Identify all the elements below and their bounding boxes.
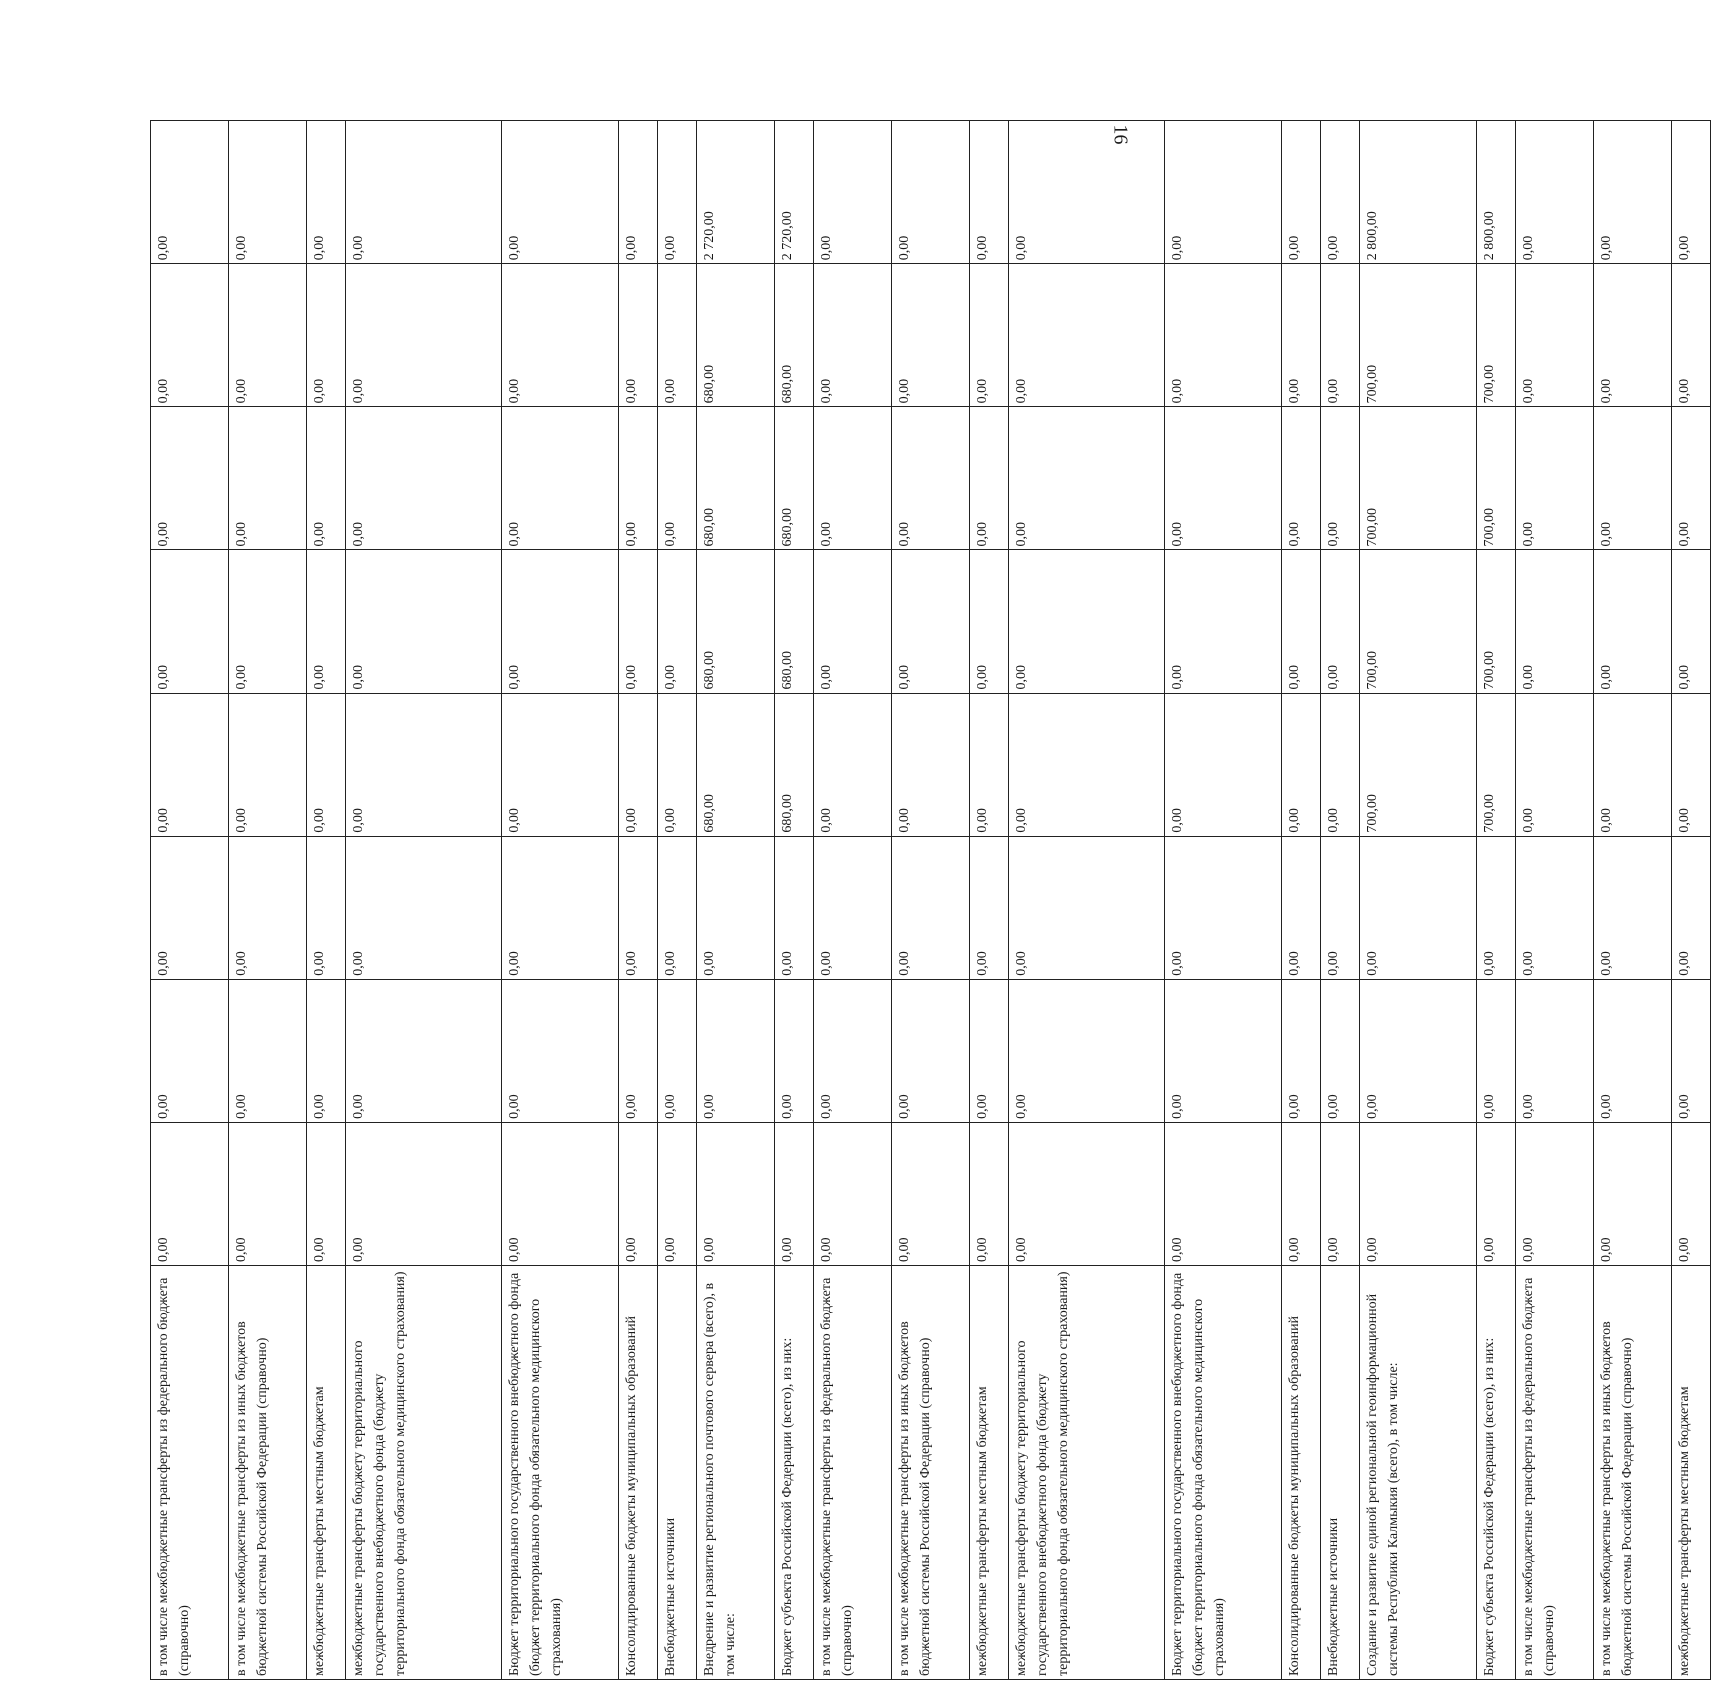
value-cell: 0,00: [1009, 264, 1165, 407]
row-label: Консолидированные бюджеты муниципальных образований: [1282, 1265, 1321, 1679]
value-cell: 0,00: [1672, 264, 1711, 407]
value-cell: 0,00: [346, 836, 502, 979]
value-cell: 0,00: [1516, 550, 1594, 693]
value-cell: 0,00: [307, 836, 346, 979]
value-cell: 0,00: [970, 979, 1009, 1122]
value-cell: 0,00: [697, 1122, 775, 1265]
value-cell: 0,00: [1516, 121, 1594, 264]
value-cell: 0,00: [1477, 979, 1516, 1122]
value-cell: 0,00: [307, 550, 346, 693]
value-cell: 700,00: [1360, 407, 1477, 550]
value-cell: 0,00: [1672, 121, 1711, 264]
value-cell: 0,00: [1282, 407, 1321, 550]
value-cell: 0,00: [775, 1122, 814, 1265]
value-cell: 680,00: [697, 264, 775, 407]
table-row: [151, 121, 229, 1680]
value-cell: 0,00: [1594, 550, 1672, 693]
value-cell: 0,00: [1516, 264, 1594, 407]
value-cell: 0,00: [1672, 979, 1711, 1122]
value-cell: 0,00: [502, 264, 619, 407]
value-cell: 0,00: [1516, 836, 1594, 979]
value-cell: 0,00: [1321, 121, 1360, 264]
value-cell: 0,00: [1321, 264, 1360, 407]
value-cell: 0,00: [1594, 407, 1672, 550]
value-cell: 0,00: [229, 121, 307, 264]
value-cell: 0,00: [1594, 121, 1672, 264]
value-cell: 0,00: [151, 693, 229, 836]
value-cell: 0,00: [1009, 407, 1165, 550]
value-cell: 0,00: [502, 550, 619, 693]
table-row: [1321, 121, 1360, 1680]
value-cell: 680,00: [697, 550, 775, 693]
value-cell: 0,00: [1009, 121, 1165, 264]
value-cell: 0,00: [1321, 693, 1360, 836]
value-cell: 0,00: [229, 407, 307, 550]
value-cell: 0,00: [151, 979, 229, 1122]
table-row: [814, 121, 892, 1680]
value-cell: 0,00: [346, 121, 502, 264]
value-cell: 700,00: [1477, 693, 1516, 836]
row-label: в том числе межбюджетные трансферты из федерального бюджета (справочно): [1516, 1265, 1594, 1679]
value-cell: 0,00: [1594, 836, 1672, 979]
value-cell: 0,00: [1516, 693, 1594, 836]
value-cell: 0,00: [1672, 1122, 1711, 1265]
value-cell: 0,00: [1321, 979, 1360, 1122]
value-cell: 0,00: [229, 1122, 307, 1265]
value-cell: 0,00: [1594, 979, 1672, 1122]
value-cell: 0,00: [1009, 550, 1165, 693]
value-cell: 2 720,00: [775, 121, 814, 264]
value-cell: 0,00: [658, 979, 697, 1122]
value-cell: 0,00: [1477, 836, 1516, 979]
value-cell: 0,00: [970, 264, 1009, 407]
value-cell: 680,00: [775, 693, 814, 836]
table-row: [1165, 121, 1282, 1680]
value-cell: 0,00: [970, 836, 1009, 979]
value-cell: 0,00: [1165, 264, 1282, 407]
value-cell: 0,00: [346, 979, 502, 1122]
value-cell: 680,00: [697, 407, 775, 550]
value-cell: 0,00: [151, 550, 229, 693]
value-cell: 0,00: [1009, 693, 1165, 836]
value-cell: 0,00: [307, 693, 346, 836]
value-cell: 0,00: [892, 121, 970, 264]
row-label: Создание и развитие единой региональной геоинформационной системы Республики Калмыкия (всего), в том числе:: [1360, 1265, 1477, 1679]
page-number: 16: [1109, 124, 1132, 145]
value-cell: 680,00: [697, 693, 775, 836]
value-cell: 0,00: [814, 979, 892, 1122]
value-cell: 0,00: [970, 550, 1009, 693]
value-cell: 0,00: [1672, 407, 1711, 550]
table-row: [1594, 121, 1672, 1680]
value-cell: 0,00: [658, 1122, 697, 1265]
value-cell: 0,00: [892, 1122, 970, 1265]
row-label: межбюджетные трансферты местным бюджетам: [1672, 1265, 1711, 1679]
row-label: межбюджетные трансферты местным бюджетам: [307, 1265, 346, 1679]
value-cell: 0,00: [502, 121, 619, 264]
row-label: межбюджетные трансферты местным бюджетам: [970, 1265, 1009, 1679]
value-cell: 0,00: [814, 693, 892, 836]
value-cell: 0,00: [1516, 979, 1594, 1122]
value-cell: 0,00: [619, 1122, 658, 1265]
value-cell: 0,00: [229, 550, 307, 693]
value-cell: 0,00: [346, 693, 502, 836]
row-label: Внедрение и развитие регионального почтового сервера (всего), в том числе:: [697, 1265, 775, 1679]
value-cell: 0,00: [1009, 979, 1165, 1122]
value-cell: 0,00: [814, 836, 892, 979]
row-label: Внебюджетные источники: [658, 1265, 697, 1679]
value-cell: 0,00: [1360, 1122, 1477, 1265]
value-cell: 0,00: [1165, 1122, 1282, 1265]
value-cell: 0,00: [1360, 836, 1477, 979]
value-cell: 680,00: [775, 264, 814, 407]
row-label: межбюджетные трансферты бюджету территориального государственного внебюджетного фонда (бюджету территориального фонда обязательного медицинского страхования): [1009, 1265, 1165, 1679]
table-row: [1282, 121, 1321, 1680]
value-cell: 0,00: [1165, 836, 1282, 979]
value-cell: 0,00: [775, 836, 814, 979]
value-cell: 2 800,00: [1477, 121, 1516, 264]
value-cell: 2 720,00: [697, 121, 775, 264]
value-cell: 700,00: [1360, 550, 1477, 693]
value-cell: 700,00: [1360, 264, 1477, 407]
row-label: Бюджет субъекта Российской Федерации (всего), из них:: [1477, 1265, 1516, 1679]
value-cell: 0,00: [1282, 1122, 1321, 1265]
row-label: Внебюджетные источники: [1321, 1265, 1360, 1679]
value-cell: 700,00: [1360, 693, 1477, 836]
value-cell: 0,00: [1282, 121, 1321, 264]
value-cell: 0,00: [1594, 693, 1672, 836]
row-label: в том числе межбюджетные трансферты из иных бюджетов бюджетной системы Российской Федерации (справочно): [1594, 1265, 1672, 1679]
value-cell: 0,00: [892, 693, 970, 836]
value-cell: 0,00: [814, 1122, 892, 1265]
value-cell: 0,00: [1165, 979, 1282, 1122]
row-label: межбюджетные трансферты бюджету территориального государственного внебюджетного фонда (бюджету территориального фонда обязательного медицинского страхования): [346, 1265, 502, 1679]
value-cell: 0,00: [619, 550, 658, 693]
value-cell: 0,00: [307, 979, 346, 1122]
value-cell: 0,00: [307, 1122, 346, 1265]
value-cell: 0,00: [502, 693, 619, 836]
value-cell: 0,00: [1594, 264, 1672, 407]
value-cell: 680,00: [775, 407, 814, 550]
value-cell: 0,00: [1360, 979, 1477, 1122]
value-cell: 0,00: [892, 550, 970, 693]
value-cell: 0,00: [307, 407, 346, 550]
value-cell: 0,00: [892, 979, 970, 1122]
value-cell: 0,00: [346, 407, 502, 550]
value-cell: 0,00: [151, 836, 229, 979]
table-body: [151, 121, 1711, 1680]
value-cell: 0,00: [658, 121, 697, 264]
value-cell: 0,00: [1516, 1122, 1594, 1265]
table-row: [502, 121, 619, 1680]
value-cell: 0,00: [307, 121, 346, 264]
value-cell: 700,00: [1477, 407, 1516, 550]
value-cell: 0,00: [502, 407, 619, 550]
value-cell: 700,00: [1477, 264, 1516, 407]
value-cell: 0,00: [229, 836, 307, 979]
value-cell: 700,00: [1477, 550, 1516, 693]
row-label: в том числе межбюджетные трансферты из федерального бюджета (справочно): [814, 1265, 892, 1679]
table-row: [697, 121, 775, 1680]
value-cell: 0,00: [892, 407, 970, 550]
value-cell: 0,00: [346, 264, 502, 407]
value-cell: 680,00: [775, 550, 814, 693]
value-cell: 0,00: [814, 550, 892, 693]
value-cell: 0,00: [970, 407, 1009, 550]
row-label: в том числе межбюджетные трансферты из федерального бюджета (справочно): [151, 1265, 229, 1679]
value-cell: 0,00: [1282, 264, 1321, 407]
value-cell: 0,00: [1282, 550, 1321, 693]
table-row: [892, 121, 970, 1680]
value-cell: 2 800,00: [1360, 121, 1477, 264]
value-cell: 0,00: [151, 264, 229, 407]
value-cell: 0,00: [619, 836, 658, 979]
table-row: [1672, 121, 1711, 1680]
value-cell: 0,00: [775, 979, 814, 1122]
table-row: [1360, 121, 1477, 1680]
value-cell: 0,00: [151, 1122, 229, 1265]
value-cell: 0,00: [970, 1122, 1009, 1265]
value-cell: 0,00: [814, 407, 892, 550]
table-row: [346, 121, 502, 1680]
row-label: Бюджет территориального государственного внебюджетного фонда (бюджет территориального фонда обязательного медицинского страхования): [502, 1265, 619, 1679]
value-cell: 0,00: [1321, 1122, 1360, 1265]
value-cell: 0,00: [619, 121, 658, 264]
value-cell: 0,00: [502, 979, 619, 1122]
value-cell: 0,00: [619, 264, 658, 407]
value-cell: 0,00: [697, 979, 775, 1122]
value-cell: 0,00: [1477, 1122, 1516, 1265]
value-cell: 0,00: [346, 550, 502, 693]
value-cell: 0,00: [697, 836, 775, 979]
value-cell: 0,00: [1672, 693, 1711, 836]
table-row: [1009, 121, 1165, 1680]
value-cell: 0,00: [970, 693, 1009, 836]
value-cell: 0,00: [1516, 407, 1594, 550]
value-cell: 0,00: [619, 979, 658, 1122]
value-cell: 0,00: [1282, 836, 1321, 979]
value-cell: 0,00: [151, 407, 229, 550]
table-row: [775, 121, 814, 1680]
value-cell: 0,00: [814, 121, 892, 264]
row-label: Бюджет субъекта Российской Федерации (всего), из них:: [775, 1265, 814, 1679]
row-label: Бюджет территориального государственного внебюджетного фонда (бюджет территориального фонда обязательного медицинского страхования): [1165, 1265, 1282, 1679]
value-cell: 0,00: [1321, 550, 1360, 693]
value-cell: 0,00: [1282, 979, 1321, 1122]
value-cell: 0,00: [1165, 550, 1282, 693]
value-cell: 0,00: [619, 693, 658, 836]
row-label: в том числе межбюджетные трансферты из иных бюджетов бюджетной системы Российской Федерации (справочно): [229, 1265, 307, 1679]
value-cell: 0,00: [658, 836, 697, 979]
value-cell: 0,00: [1165, 407, 1282, 550]
value-cell: 0,00: [346, 1122, 502, 1265]
value-cell: 0,00: [151, 121, 229, 264]
value-cell: 0,00: [229, 693, 307, 836]
value-cell: 0,00: [1321, 407, 1360, 550]
value-cell: 0,00: [1321, 836, 1360, 979]
value-cell: 0,00: [892, 836, 970, 979]
value-cell: 0,00: [1009, 1122, 1165, 1265]
value-cell: 0,00: [1165, 121, 1282, 264]
value-cell: 0,00: [658, 264, 697, 407]
row-label: в том числе межбюджетные трансферты из иных бюджетов бюджетной системы Российской Федерации (справочно): [892, 1265, 970, 1679]
value-cell: 0,00: [658, 693, 697, 836]
table-row: [1516, 121, 1594, 1680]
table-row: [619, 121, 658, 1680]
table-row: [229, 121, 307, 1680]
value-cell: 0,00: [970, 121, 1009, 264]
row-label: Консолидированные бюджеты муниципальных образований: [619, 1265, 658, 1679]
value-cell: 0,00: [1672, 836, 1711, 979]
table-row: [1477, 121, 1516, 1680]
table-row: [307, 121, 346, 1680]
value-cell: 0,00: [307, 264, 346, 407]
value-cell: 0,00: [1009, 836, 1165, 979]
value-cell: 0,00: [1594, 1122, 1672, 1265]
value-cell: 0,00: [658, 407, 697, 550]
value-cell: 0,00: [619, 407, 658, 550]
table-row: [970, 121, 1009, 1680]
value-cell: 0,00: [1282, 693, 1321, 836]
value-cell: 0,00: [814, 264, 892, 407]
value-cell: 0,00: [658, 550, 697, 693]
value-cell: 0,00: [229, 979, 307, 1122]
value-cell: 0,00: [502, 1122, 619, 1265]
value-cell: 0,00: [502, 836, 619, 979]
value-cell: 0,00: [229, 264, 307, 407]
budget-table: [150, 120, 1711, 1680]
table-row: [658, 121, 697, 1680]
value-cell: 0,00: [892, 264, 970, 407]
value-cell: 0,00: [1672, 550, 1711, 693]
value-cell: 0,00: [1165, 693, 1282, 836]
